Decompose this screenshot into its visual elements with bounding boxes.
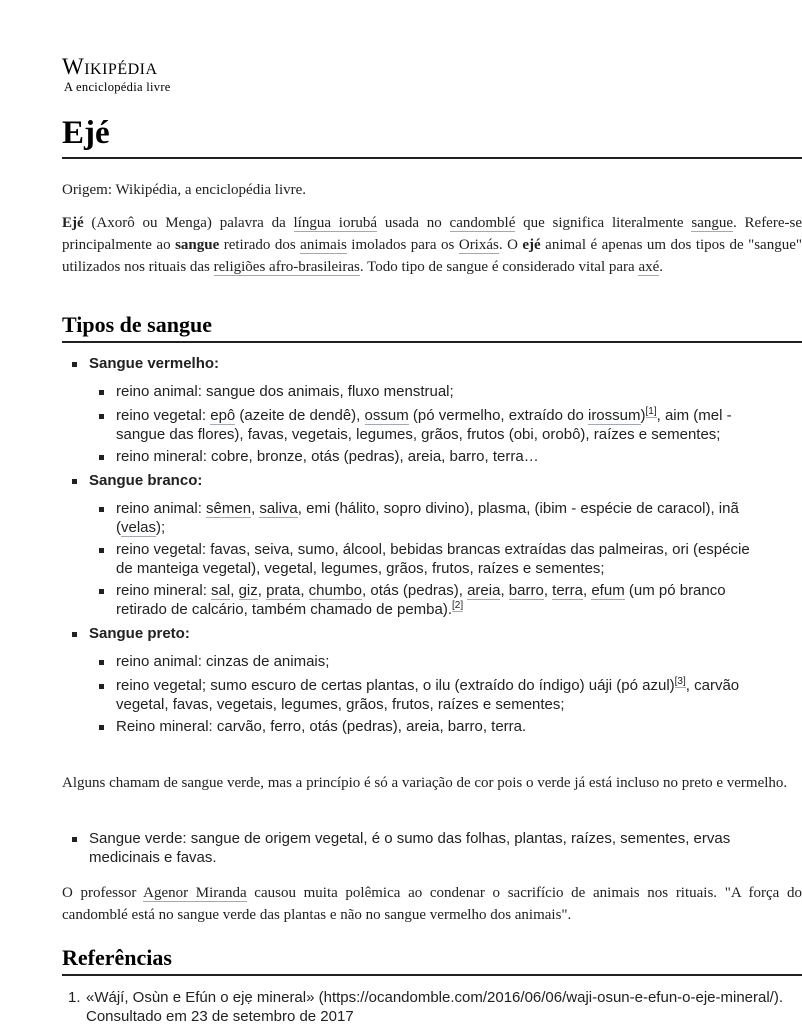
link-semen[interactable]: sêmen <box>206 500 252 517</box>
list-item <box>89 499 752 537</box>
paragraph-text: O professor <box>62 885 144 901</box>
title-divider <box>62 157 802 159</box>
section-heading-referencias: Referências <box>62 945 172 970</box>
group-label: Sangue branco: <box>89 472 203 489</box>
verde-paragraph: Alguns chamam de sangue verde, mas a princípio é só a variação de cor pois o verde já está incluso no preto e vermelho. <box>62 775 788 791</box>
item-text: reino vegetal; sumo escuro de certas plantas, o ilu (extraído do índigo) uáji (pó azul) <box>116 677 675 694</box>
link-axe[interactable]: axé <box>638 259 660 275</box>
link-saliva[interactable]: saliva <box>259 500 298 517</box>
list-item: reino animal: cinzas de animais; <box>89 652 752 671</box>
item-text: , <box>500 582 509 599</box>
list-item-vermelho <box>62 354 782 466</box>
list-item: reino animal: sangue dos animais, fluxo menstrual; <box>89 382 752 401</box>
logo-tagline: A enciclopédia livre <box>64 80 171 94</box>
reference-number: 1. <box>68 989 81 1006</box>
link-sal[interactable]: sal <box>211 582 231 599</box>
list-item: reino mineral: cobre, bronze, otás (pedras), areia, barro, terra… <box>89 447 752 466</box>
item-text: , <box>300 582 309 599</box>
item-text: , <box>257 582 267 599</box>
list-item-branco <box>62 471 782 619</box>
link-epo[interactable]: epô <box>210 407 236 424</box>
item-text: , <box>583 582 592 599</box>
item-text: , aim (mel - sangue das flores), favas, vegetais, legumes, grãos, frutos (obi, orobô), raízes e sementes; <box>116 407 732 443</box>
logo-wordmark: Wikipédia <box>62 54 158 79</box>
link-ossum[interactable]: ossum <box>364 407 409 424</box>
group-label: Sangue vermelho: <box>89 355 220 372</box>
intro-text: . O <box>498 237 523 253</box>
item-text: reino vegetal: <box>116 407 211 424</box>
section-divider <box>62 974 802 976</box>
term-bold: Ejé <box>62 215 84 231</box>
professor-paragraph <box>62 882 802 926</box>
sublist-branco <box>89 499 782 619</box>
intro-paragraph <box>62 212 802 278</box>
paragraph-text: causou muita polêmica ao condenar o sacrifício de animais nos rituais. "A força do candomblé está no sangue verde das plantas e não no sangue vermelho dos animais". <box>62 885 802 923</box>
item-text: , carvão vegetal, favas, vegetais, legumes, grãos, frutos, raízes e sementes; <box>116 677 740 713</box>
item-text: (pó vermelho, extraído do <box>408 407 588 424</box>
sublist-vermelho <box>89 382 782 466</box>
link-terra[interactable]: terra <box>552 582 583 599</box>
section-divider <box>62 341 802 343</box>
list-item: Reino mineral: carvão, ferro, otás (pedras), areia, barro, terra. <box>89 717 752 736</box>
origin-note: Origem: Wikipédia, a enciclopédia livre. <box>62 182 307 198</box>
page-title: Ejé <box>62 115 110 151</box>
link-irossum[interactable]: irossum <box>587 407 641 424</box>
link-giz[interactable]: giz <box>238 582 258 599</box>
link-areia[interactable]: areia <box>467 582 501 599</box>
link-chumbo[interactable]: chumbo <box>308 582 363 599</box>
intro-text: que significa literalmente <box>515 215 692 231</box>
intro-text: (Axorô ou Menga) palavra da <box>83 215 294 231</box>
link-prata[interactable]: prata <box>266 582 301 599</box>
term-bold: ejé <box>522 237 541 253</box>
wikipedia-logo[interactable] <box>62 54 262 94</box>
reference-item <box>62 988 802 1026</box>
intro-text: retirado dos <box>219 237 301 253</box>
references-list <box>62 988 802 1026</box>
link-animais[interactable]: animais <box>300 237 347 253</box>
footnote-ref-3[interactable]: [3] <box>674 676 686 687</box>
list-item <box>89 581 752 619</box>
item-text: (um pó branco retirado de calcário, também chamado de pemba). <box>116 582 726 618</box>
link-lingua-ioruba[interactable]: língua iorubá <box>293 215 378 231</box>
sublist-preto <box>89 652 782 736</box>
item-text: ) <box>640 407 646 424</box>
list-item-verde: Sangue verde: sangue de origem vegetal, é o sumo das folhas, plantas, raízes, sementes, ervas medicinais e favas. <box>62 829 749 867</box>
intro-text: animal é apenas um dos tipos de "sangue" utilizados nos rituais das <box>62 237 802 275</box>
link-velas[interactable]: velas <box>121 519 157 536</box>
item-text: reino mineral: <box>116 582 212 599</box>
footnote-ref-1[interactable]: [1] <box>645 406 657 417</box>
item-text: reino animal: <box>116 500 207 517</box>
item-text: , otás (pedras), <box>362 582 468 599</box>
intro-text: . Todo tipo de sangue é considerado vital para <box>359 259 639 275</box>
group-label: Sangue preto: <box>89 625 190 642</box>
intro-text: usada no <box>377 215 450 231</box>
link-orixas[interactable]: Orixás <box>458 237 499 253</box>
list-item: reino vegetal: favas, seiva, sumo, álcool, bebidas brancas extraídas das palmeiras, ori (espécie de manteiga vegetal), vegetal, legumes, grãos, frutos, raízes e sementes; <box>89 540 752 578</box>
section-heading-tipos: Tipos de sangue <box>62 312 212 337</box>
verde-list <box>62 829 782 867</box>
link-candomble[interactable]: candomblé <box>449 215 516 231</box>
footnote-ref-2[interactable]: [2] <box>452 600 464 611</box>
intro-text: . <box>659 259 664 275</box>
intro-text: imolados para os <box>346 237 459 253</box>
item-text: , <box>251 500 260 517</box>
link-barro[interactable]: barro <box>508 582 544 599</box>
list-item-preto <box>62 624 782 736</box>
link-religioes-afro-brasileiras[interactable]: religiões afro-brasileiras <box>213 259 360 275</box>
reference-text[interactable]: «Wájí, Osùn e Efún o ejẹ mineral» (https://ocandomble.com/2016/06/06/waji-osun-e-efun-o-eje-mineral/). Consultado em 23 de setembro de 2017 <box>86 989 784 1025</box>
list-item <box>89 676 752 714</box>
item-text: , emi (hálito, sopro divino), plasma, (ibim - espécie de caracol), inã ( <box>116 500 739 536</box>
item-text: , <box>230 582 239 599</box>
link-sangue[interactable]: sangue <box>691 215 734 231</box>
term-bold: sangue <box>175 237 220 253</box>
list-item <box>89 406 752 444</box>
intro-text: . Refere-se principalmente ao <box>62 215 802 253</box>
link-agenor-miranda[interactable]: Agenor Miranda <box>143 885 247 901</box>
link-efum[interactable]: efum <box>591 582 625 599</box>
item-text: ); <box>156 519 166 536</box>
blood-types-list <box>62 354 782 736</box>
item-text: (azeite de dendê), <box>235 407 365 424</box>
item-text: , <box>543 582 553 599</box>
